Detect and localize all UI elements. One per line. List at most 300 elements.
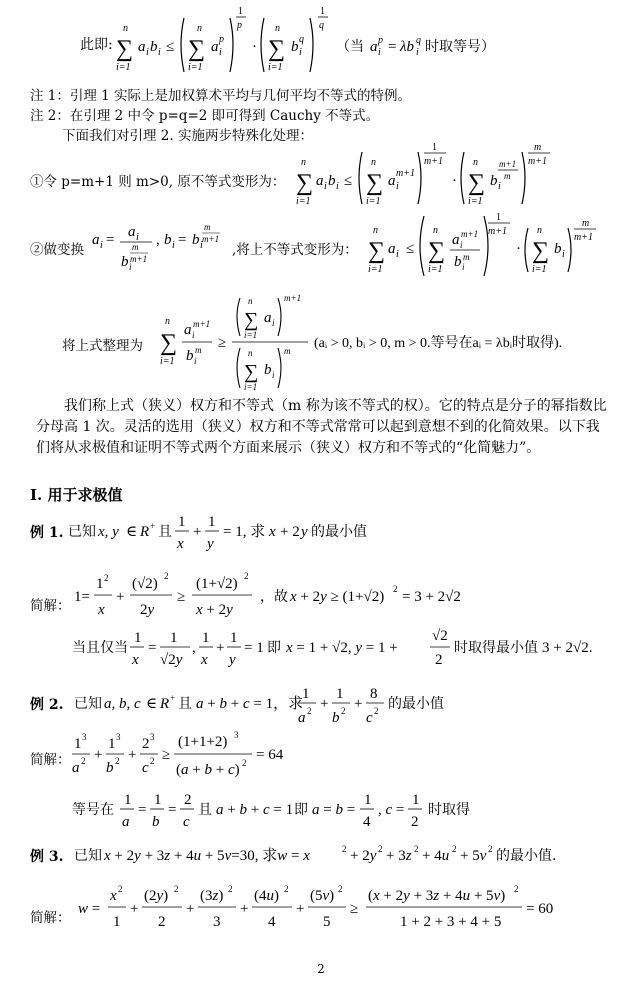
svg-text:i: i bbox=[299, 47, 302, 58]
svg-text:+: + bbox=[150, 521, 156, 531]
svg-text:a: a bbox=[298, 710, 306, 726]
svg-text:1: 1 bbox=[230, 630, 238, 646]
svg-text:1: 1 bbox=[96, 576, 104, 592]
svg-text:3: 3 bbox=[150, 732, 155, 742]
svg-text:a: a bbox=[138, 39, 146, 55]
svg-text:m: m bbox=[132, 242, 139, 252]
svg-text:时取得最小值: 时取得最小值 bbox=[454, 640, 538, 656]
svg-text:= 60: = 60 bbox=[526, 901, 554, 917]
svg-text:2: 2 bbox=[435, 652, 443, 668]
svg-text:i: i bbox=[324, 181, 327, 192]
svg-text:i: i bbox=[378, 47, 381, 58]
svg-text:,: , bbox=[156, 232, 160, 248]
svg-text:a: a bbox=[184, 322, 192, 338]
step1-text: ①令 p=m+1 则 m>0, 原不等式变形为： bbox=[30, 174, 286, 190]
svg-text:·: · bbox=[252, 39, 257, 55]
svg-text:m: m bbox=[204, 222, 211, 232]
svg-text:≥: ≥ bbox=[350, 901, 359, 917]
svg-text:，故: ，故 bbox=[260, 589, 288, 605]
svg-text:2: 2 bbox=[338, 884, 343, 894]
svg-text:2: 2 bbox=[164, 571, 169, 581]
svg-text:b: b bbox=[106, 760, 114, 776]
svg-text:R: R bbox=[160, 696, 170, 712]
svg-text:i=1: i=1 bbox=[428, 264, 443, 275]
svg-text:y: y bbox=[229, 652, 236, 668]
svg-text:x: x bbox=[110, 888, 117, 904]
svg-text:i: i bbox=[562, 249, 565, 260]
svg-text:2: 2 bbox=[104, 573, 109, 583]
svg-text:c: c bbox=[142, 760, 149, 776]
svg-text:+: + bbox=[94, 747, 103, 763]
svg-text:m+1: m+1 bbox=[284, 293, 302, 303]
svg-text:2: 2 bbox=[393, 584, 398, 594]
svg-text:n: n bbox=[123, 23, 128, 34]
svg-text:1: 1 bbox=[364, 792, 372, 808]
svg-text:已知: 已知 bbox=[74, 696, 102, 712]
svg-text:2: 2 bbox=[341, 706, 346, 716]
svg-text:m: m bbox=[284, 346, 291, 356]
svg-text:x: x bbox=[177, 536, 184, 552]
svg-text:i: i bbox=[146, 47, 149, 58]
svg-text:i: i bbox=[396, 249, 399, 260]
line1 bbox=[80, 4, 640, 80]
step1-formula bbox=[296, 142, 596, 212]
svg-text:2: 2 bbox=[142, 736, 150, 752]
svg-text:i=1: i=1 bbox=[296, 196, 311, 207]
svg-text:a: a bbox=[264, 310, 272, 326]
svg-text:(√2): (√2) bbox=[132, 576, 158, 592]
svg-text:+: + bbox=[320, 696, 329, 712]
page-number: 2 bbox=[317, 962, 325, 976]
svg-text:2y: 2y bbox=[140, 602, 155, 618]
svg-text:(1+1+2): (1+1+2) bbox=[178, 734, 228, 750]
step2-text2: ,将上不等式变形为： bbox=[232, 242, 358, 258]
svg-text:+: + bbox=[130, 901, 139, 917]
svg-text:w =: w = bbox=[78, 901, 101, 917]
ex1-sol-label: 简解： bbox=[30, 598, 71, 614]
svg-text:+: + bbox=[240, 901, 249, 917]
svg-text:2: 2 bbox=[284, 884, 289, 894]
svg-text:m: m bbox=[504, 171, 511, 181]
svg-text:（当: （当 bbox=[336, 39, 364, 55]
svg-text:a: a bbox=[72, 760, 80, 776]
svg-text:(5v): (5v) bbox=[310, 888, 335, 904]
svg-text:i=1: i=1 bbox=[244, 382, 258, 392]
line1-prefix: 此即: bbox=[80, 37, 113, 53]
svg-text:y: y bbox=[301, 524, 308, 540]
svg-text:a: a bbox=[122, 814, 130, 830]
svg-text:∑: ∑ bbox=[428, 238, 446, 264]
svg-text:=: = bbox=[148, 640, 157, 656]
svg-text:q: q bbox=[299, 34, 304, 45]
svg-text:1: 1 bbox=[412, 792, 420, 808]
svg-text:已知: 已知 bbox=[68, 524, 96, 540]
svg-text:b: b bbox=[150, 39, 158, 55]
svg-text:,: , bbox=[192, 640, 196, 656]
svg-text:≤: ≤ bbox=[166, 39, 175, 55]
svg-text:i: i bbox=[136, 232, 139, 243]
svg-text:i: i bbox=[460, 240, 463, 250]
svg-text:x + 2y + 3z + 4u + 5v=30, 求w =: x + 2y + 3z + 4u + 5v=30, 求w = x bbox=[104, 848, 310, 864]
svg-text:2: 2 bbox=[118, 884, 123, 894]
svg-text:且: 且 bbox=[198, 802, 212, 818]
svg-text:m: m bbox=[195, 345, 202, 355]
svg-text:i=1: i=1 bbox=[188, 62, 203, 73]
svg-text:2: 2 bbox=[307, 706, 312, 716]
svg-text:2: 2 bbox=[244, 571, 249, 581]
svg-text:n: n bbox=[165, 316, 170, 327]
svg-text:i: i bbox=[416, 47, 419, 58]
svg-text:b: b bbox=[264, 362, 272, 378]
svg-text:n: n bbox=[371, 157, 376, 168]
svg-text:1: 1 bbox=[178, 514, 186, 530]
result-cond: (aᵢ > 0, bᵢ > 0, m > 0.等号在aᵢ = λbᵢ时取得). bbox=[314, 336, 563, 351]
svg-text:b: b bbox=[192, 232, 200, 248]
svg-text:m+1: m+1 bbox=[488, 226, 507, 237]
svg-text:m+1: m+1 bbox=[424, 156, 443, 167]
note-2: 注 2：在引理 2 中令 p=q=2 即可得到 Cauchy 不等式。 bbox=[30, 108, 380, 124]
step2-text: ②做变换 bbox=[30, 242, 84, 258]
svg-text:m+1: m+1 bbox=[499, 159, 517, 169]
svg-text:的最小值.: 的最小值. bbox=[311, 524, 368, 540]
svg-text:q: q bbox=[416, 35, 421, 46]
ex1-sol1 bbox=[74, 566, 494, 630]
svg-text:= 64: = 64 bbox=[256, 747, 284, 763]
svg-text:2: 2 bbox=[174, 884, 179, 894]
svg-text:1: 1 bbox=[208, 514, 216, 530]
svg-text:的最小值.: 的最小值. bbox=[496, 848, 557, 864]
svg-text:=: = bbox=[106, 232, 115, 248]
svg-text:2: 2 bbox=[184, 792, 192, 808]
svg-text:b: b bbox=[328, 173, 336, 189]
svg-text:c: c bbox=[183, 814, 190, 830]
svg-text:1: 1 bbox=[113, 914, 121, 930]
svg-text:i=1: i=1 bbox=[268, 62, 283, 73]
svg-text:i: i bbox=[336, 181, 339, 192]
svg-text:当且仅当: 当且仅当 bbox=[72, 640, 128, 656]
svg-text:∑: ∑ bbox=[468, 170, 486, 196]
svg-text:n: n bbox=[433, 225, 438, 236]
ex1-label: 例 1. bbox=[30, 525, 64, 541]
svg-text:(4u): (4u) bbox=[254, 888, 279, 904]
svg-text:m+1: m+1 bbox=[461, 229, 479, 239]
svg-text:m+1: m+1 bbox=[202, 234, 220, 244]
ex2-sol2 bbox=[72, 788, 572, 838]
svg-text:R: R bbox=[140, 524, 150, 540]
svg-text:n: n bbox=[197, 23, 202, 34]
svg-text:1: 1 bbox=[170, 630, 178, 646]
svg-text:x = 1 + √2, y = 1 +: x = 1 + √2, y = 1 + bbox=[286, 640, 398, 656]
intro-line: 下面我们对引理 2. 实施两步特殊化处理： bbox=[62, 128, 313, 144]
svg-text:b: b bbox=[454, 254, 462, 270]
svg-text:+: + bbox=[170, 693, 176, 703]
svg-text:a + b + c = 1: a + b + c = 1 bbox=[216, 802, 294, 818]
result-text: 将上式整理为 bbox=[62, 338, 143, 354]
svg-text:i: i bbox=[158, 47, 161, 58]
svg-text:·: · bbox=[452, 173, 457, 189]
svg-text:x: x bbox=[201, 652, 208, 668]
svg-text:n: n bbox=[248, 348, 253, 358]
step2-formula bbox=[368, 208, 608, 284]
svg-text:b: b bbox=[490, 173, 498, 189]
svg-text:p: p bbox=[378, 35, 383, 46]
ex2-sol-label: 简解： bbox=[30, 752, 71, 768]
svg-text:b: b bbox=[291, 39, 299, 55]
svg-text:2: 2 bbox=[514, 884, 519, 894]
svg-text:1: 1 bbox=[202, 630, 210, 646]
svg-text:3: 3 bbox=[234, 730, 239, 740]
svg-text:∑: ∑ bbox=[268, 36, 286, 62]
svg-text:1: 1 bbox=[238, 6, 243, 17]
svg-text:(x + 2y + 3z + 4u + 5v): (x + 2y + 3z + 4u + 5v) bbox=[368, 888, 506, 904]
svg-text:≥: ≥ bbox=[218, 335, 227, 351]
svg-text:2: 2 bbox=[150, 756, 155, 766]
svg-text:+: + bbox=[186, 901, 195, 917]
svg-text:√2y: √2y bbox=[160, 652, 183, 668]
svg-text:∑: ∑ bbox=[366, 170, 384, 196]
svg-text:x + 2y: x + 2y bbox=[196, 602, 233, 618]
svg-text:x: x bbox=[132, 652, 139, 668]
svg-text:y: y bbox=[207, 536, 214, 552]
svg-text:i=1: i=1 bbox=[366, 196, 381, 207]
svg-text:n: n bbox=[275, 23, 280, 34]
svg-text:b: b bbox=[152, 814, 160, 830]
svg-text:≤: ≤ bbox=[406, 241, 415, 257]
svg-text:n: n bbox=[373, 225, 378, 236]
svg-text:b: b bbox=[121, 254, 129, 270]
ex2-question bbox=[74, 680, 474, 732]
svg-text:∑: ∑ bbox=[160, 330, 178, 356]
svg-text:, c =: , c = bbox=[378, 802, 405, 818]
svg-text:√2: √2 bbox=[432, 628, 448, 644]
svg-text:= 3 + 2√2: = 3 + 2√2 bbox=[402, 589, 461, 605]
svg-text:λb: λb bbox=[400, 39, 414, 55]
svg-text:∑: ∑ bbox=[532, 238, 550, 264]
svg-text:a: a bbox=[388, 173, 396, 189]
svg-text:i: i bbox=[200, 240, 203, 251]
svg-text:的最小值: 的最小值 bbox=[388, 696, 444, 712]
svg-text:i=1: i=1 bbox=[116, 62, 131, 73]
svg-text:等号在: 等号在 bbox=[72, 802, 114, 818]
svg-text:4: 4 bbox=[363, 814, 371, 830]
svg-text:i: i bbox=[192, 330, 195, 340]
svg-text:(1+√2): (1+√2) bbox=[196, 576, 238, 592]
svg-text:1 + 2 + 3 + 4 + 5: 1 + 2 + 3 + 4 + 5 bbox=[400, 914, 502, 930]
svg-text:(3z): (3z) bbox=[200, 888, 224, 904]
svg-text:n: n bbox=[537, 225, 542, 236]
svg-text:3: 3 bbox=[116, 732, 121, 742]
svg-text:a: a bbox=[370, 39, 378, 55]
note-1: 注 1：引理 1 实际上是加权算术平均与几何平均不等式的特例。 bbox=[30, 88, 412, 104]
svg-text:a, b, c: a, b, c bbox=[104, 696, 141, 712]
svg-text:=: = bbox=[388, 39, 397, 55]
svg-text:2: 2 bbox=[411, 814, 419, 830]
svg-text:b: b bbox=[186, 348, 194, 364]
svg-text:+ 5v: + 5v bbox=[460, 848, 487, 864]
ex2-sol1 bbox=[72, 726, 332, 786]
svg-text:≥: ≥ bbox=[162, 747, 171, 763]
ex3-question bbox=[74, 836, 614, 876]
svg-text:1: 1 bbox=[134, 630, 142, 646]
svg-text:2: 2 bbox=[488, 844, 493, 854]
svg-text:p: p bbox=[219, 34, 224, 45]
svg-text:3: 3 bbox=[82, 732, 87, 742]
svg-text:+ 2y: + 2y bbox=[350, 848, 377, 864]
ex1-question bbox=[68, 510, 368, 558]
svg-text:1: 1 bbox=[154, 792, 162, 808]
svg-text:a + b + c = 1，求: a + b + c = 1，求 bbox=[196, 696, 304, 712]
svg-text:a: a bbox=[388, 241, 396, 257]
svg-text:且: 且 bbox=[158, 524, 172, 540]
svg-text:+ 3z: + 3z bbox=[386, 848, 412, 864]
svg-text:=: = bbox=[168, 802, 177, 818]
svg-text:i: i bbox=[100, 240, 103, 251]
svg-text:2: 2 bbox=[242, 758, 247, 768]
svg-text:x: x bbox=[98, 602, 105, 618]
svg-text:b: b bbox=[164, 232, 172, 248]
svg-text:n: n bbox=[248, 296, 253, 306]
result-formula bbox=[160, 292, 610, 396]
svg-text:∑: ∑ bbox=[244, 361, 259, 383]
svg-text:1: 1 bbox=[124, 792, 132, 808]
svg-text:=: = bbox=[178, 232, 187, 248]
svg-text:≤: ≤ bbox=[344, 173, 353, 189]
svg-text:+: + bbox=[128, 747, 137, 763]
ex1-sol2 bbox=[72, 626, 612, 676]
svg-text:m+1: m+1 bbox=[528, 156, 547, 167]
svg-text:m: m bbox=[582, 218, 590, 229]
section-heading: Ⅰ. 用于求极值 bbox=[30, 486, 123, 504]
ex3-label: 例 3. bbox=[30, 849, 64, 865]
svg-text:1: 1 bbox=[320, 6, 325, 17]
svg-text:n: n bbox=[301, 157, 306, 168]
svg-text:m: m bbox=[463, 252, 470, 262]
svg-text:2: 2 bbox=[452, 844, 457, 854]
svg-text:+ 2: + 2 bbox=[280, 524, 300, 540]
svg-text:∑: ∑ bbox=[368, 238, 386, 264]
svg-text:i: i bbox=[194, 356, 197, 366]
svg-text:即: 即 bbox=[267, 640, 281, 656]
svg-text:a: a bbox=[128, 224, 136, 240]
svg-text:+ 4u: + 4u bbox=[422, 848, 450, 864]
svg-text:i: i bbox=[129, 262, 132, 272]
svg-text:x + 2y ≥ (1+√2): x + 2y ≥ (1+√2) bbox=[290, 589, 385, 605]
svg-text:2: 2 bbox=[374, 706, 379, 716]
svg-text:a: a bbox=[452, 232, 460, 248]
svg-text:2: 2 bbox=[342, 844, 347, 854]
svg-text:+: + bbox=[193, 524, 202, 540]
svg-text:i: i bbox=[272, 370, 275, 380]
svg-text:2: 2 bbox=[158, 914, 166, 930]
ex3-sol-label: 简解： bbox=[30, 910, 71, 926]
svg-text:m: m bbox=[534, 142, 542, 153]
svg-text:=: = bbox=[138, 802, 147, 818]
svg-text:∑: ∑ bbox=[296, 170, 314, 196]
svg-text:i: i bbox=[498, 181, 501, 192]
svg-text:∈: ∈ bbox=[146, 696, 158, 712]
svg-text:i: i bbox=[462, 262, 465, 272]
svg-text:i=1: i=1 bbox=[532, 264, 547, 275]
svg-text:∑: ∑ bbox=[244, 309, 259, 331]
ex2-label: 例 2. bbox=[30, 697, 64, 713]
svg-text:时取等号）: 时取等号） bbox=[425, 39, 495, 55]
svg-text:1: 1 bbox=[496, 212, 501, 223]
svg-text:b: b bbox=[554, 241, 562, 257]
svg-text:a = b =: a = b = bbox=[312, 802, 356, 818]
svg-text:n: n bbox=[473, 157, 478, 168]
svg-text:m+1: m+1 bbox=[193, 319, 211, 329]
svg-text:m+1: m+1 bbox=[574, 232, 593, 243]
svg-text:(2y): (2y) bbox=[144, 888, 169, 904]
svg-text:i=1: i=1 bbox=[160, 356, 175, 367]
svg-text:+: + bbox=[296, 901, 305, 917]
svg-text:时取得: 时取得 bbox=[428, 802, 470, 818]
line1-formula bbox=[80, 4, 640, 80]
svg-text:+: + bbox=[216, 640, 225, 656]
svg-text:2: 2 bbox=[81, 756, 86, 766]
svg-text:a: a bbox=[316, 173, 324, 189]
svg-text:+: + bbox=[116, 589, 125, 605]
svg-text:2: 2 bbox=[378, 844, 383, 854]
svg-text:1: 1 bbox=[336, 686, 344, 702]
svg-text:m+1: m+1 bbox=[130, 254, 148, 264]
svg-text:·: · bbox=[516, 241, 521, 257]
svg-text:1: 1 bbox=[432, 142, 437, 153]
svg-text:5: 5 bbox=[323, 914, 331, 930]
svg-text:1: 1 bbox=[302, 686, 310, 702]
svg-text:已知: 已知 bbox=[74, 848, 102, 864]
svg-text:i=1: i=1 bbox=[368, 264, 383, 275]
svg-text:i: i bbox=[272, 318, 275, 328]
svg-text:即: 即 bbox=[294, 802, 308, 818]
svg-text:a: a bbox=[211, 39, 219, 55]
svg-text:2: 2 bbox=[414, 844, 419, 854]
svg-text:(a + b + c): (a + b + c) bbox=[176, 762, 240, 778]
svg-text:a: a bbox=[92, 232, 100, 248]
svg-text:∑: ∑ bbox=[188, 36, 206, 62]
svg-text:i: i bbox=[172, 240, 175, 251]
body-paragraph: 我们称上式（狭义）权方和不等式（m 称为该不等式的权）。它的特点是分子的幂指数比分母高 1 次。灵活的选用（狭义）权方和不等式常常可以起到意想不到的化简效果。以下我们将从求极值和证明不等式两个方面来展示（狭义）权方和不等式的“化简魅力”。 bbox=[36, 398, 607, 456]
svg-text:= 1: = 1 bbox=[244, 640, 264, 656]
svg-text:q: q bbox=[319, 20, 324, 31]
svg-text:i=1: i=1 bbox=[244, 330, 258, 340]
svg-text:1: 1 bbox=[74, 736, 82, 752]
svg-text:+: + bbox=[354, 696, 363, 712]
svg-text:b: b bbox=[332, 710, 340, 726]
svg-text:8: 8 bbox=[370, 686, 378, 702]
ex3-sol1 bbox=[78, 880, 558, 940]
svg-text:1: 1 bbox=[108, 736, 116, 752]
svg-text:2: 2 bbox=[228, 884, 233, 894]
svg-text:∈: ∈ bbox=[126, 524, 138, 540]
svg-text:p: p bbox=[237, 20, 242, 31]
svg-text:2: 2 bbox=[115, 756, 120, 766]
svg-text:i: i bbox=[219, 47, 222, 58]
svg-text:且: 且 bbox=[178, 696, 192, 712]
svg-text:1=: 1= bbox=[74, 589, 90, 605]
svg-text:≥: ≥ bbox=[177, 589, 186, 605]
svg-text:= 1, 求: = 1, 求 bbox=[223, 524, 266, 540]
svg-text:i: i bbox=[396, 181, 399, 192]
svg-text:m+1: m+1 bbox=[396, 168, 415, 179]
svg-text:4: 4 bbox=[268, 914, 276, 930]
svg-text:x, y: x, y bbox=[98, 524, 119, 540]
svg-text:i=1: i=1 bbox=[468, 196, 483, 207]
svg-text:3 + 2√2.: 3 + 2√2. bbox=[542, 640, 593, 656]
svg-text:c: c bbox=[366, 710, 373, 726]
step2-subst bbox=[92, 222, 252, 282]
svg-text:x: x bbox=[269, 524, 276, 540]
